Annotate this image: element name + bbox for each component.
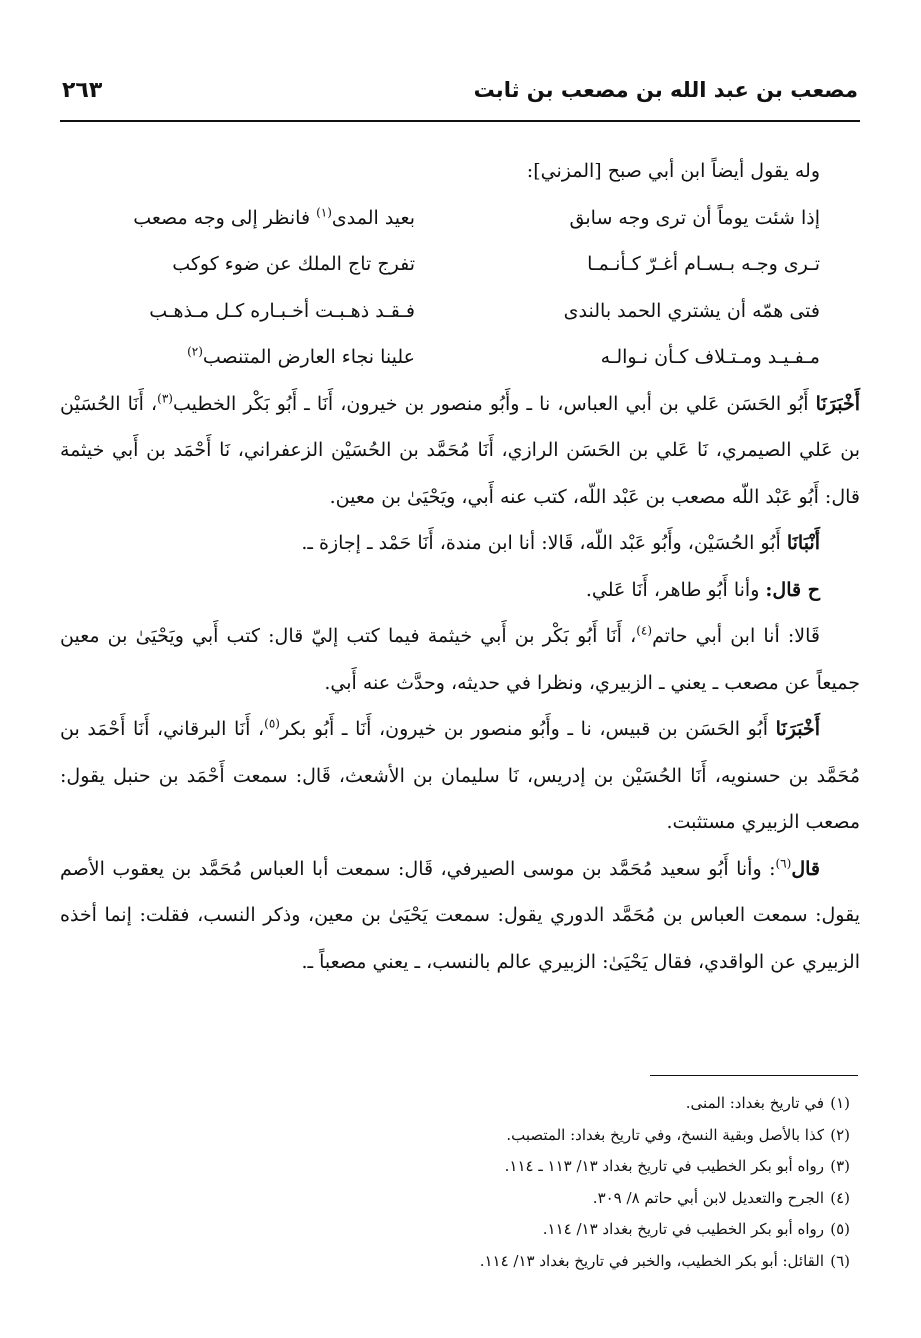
verse-line: [60, 334, 860, 381]
verse-line: [60, 195, 860, 242]
footnote-text: الجرح والتعديل لابن أبي حاتم ٨/ ٣٠٩.: [592, 1188, 824, 1207]
keyword: قال: [791, 857, 820, 880]
footnote-text: كذا بالأصل وبقية النسخ، وفي تاريخ بغداد: المتصبب.: [506, 1125, 824, 1144]
footnote: [60, 1088, 860, 1120]
header-title: مصعب بن عبد الله بن مصعب بن ثابت: [473, 78, 858, 102]
paragraph-text: أَبُو الحُسَيْن، وأَبُو عَبْد اللّه، قَالا: أنا ابن مندة، أَنَا حَمْد ـ إجازة ـ.: [301, 532, 787, 554]
verse-text: علينا نجاء العارض المتنصب: [202, 346, 415, 368]
verse-text: فانظر إلى وجه مصعب: [133, 206, 317, 229]
footnote-number: (٣): [830, 1157, 850, 1175]
page-number: ٢٦٣: [62, 78, 103, 103]
main-text: [60, 148, 860, 985]
footnote: [60, 1246, 860, 1278]
header-rule: [60, 120, 860, 122]
paragraph-4: [60, 613, 860, 706]
footnotes: [60, 1088, 860, 1277]
verse-first-hemistich: فتى همّه أن يشتري الحمد بالندى: [563, 299, 820, 322]
verse-first-hemistich: تـرى وجـه بـسـام أغـرّ كـأنـمـا: [587, 253, 820, 275]
verse-line: [60, 241, 860, 288]
running-header: [62, 78, 858, 114]
paragraph-text: ، أَنَا أَبُو بَكْر بن أَبي خيثمة فيما كتب إليّ قال: كتب أَبي ويَحْيَىٰ بن معين جميعاً عن مصعب ـ يعني ـ الزبيري، ونظرا في حديثه، وحدَّث عنه أَبي.: [60, 625, 860, 694]
footnote-number: (٥): [830, 1220, 850, 1238]
poem-intro: وله يقول أيضاً ابن أبي صبح [المزني]:: [526, 160, 820, 182]
paragraph-text: : وأنا أَبُو سعيد مُحَمَّد بن موسى الصيرفي، قَال: سمعت أبا العباس مُحَمَّد بن يعقوب الأصم يقول: سمعت العباس بن مُحَمَّد الدوري يقول: سمعت يَحْيَىٰ بن معين، وذكر النسب، فقلت: إنما أخذه الزبيري عن الواقدي، فقال يَحْيَىٰ: الزبيري عالم بالنسب، ـ يعني مصعباً ـ.: [60, 857, 860, 973]
keyword: ح قال:: [765, 578, 820, 601]
footnote-number: (١): [830, 1094, 850, 1112]
footnote: [60, 1120, 860, 1152]
paragraph-2: [60, 520, 860, 567]
footnote-text: رواه أبو بكر الخطيب في تاريخ بغداد ١٣/ ١١٤.: [542, 1220, 824, 1238]
footnote: [60, 1183, 860, 1215]
verse-second-hemistich: [60, 195, 460, 242]
keyword: أَخْبَرَنَا: [815, 392, 860, 415]
verse-text: بعيد المدى: [331, 206, 415, 229]
footnote-text: في تاريخ بغداد: المنى.: [685, 1094, 824, 1112]
paragraph-text: ، أَنَا البرقاني، أَنَا أَحْمَد بن مُحَمَّد بن حسنويه، أَنَا الحُسَيْن بن إدريس، نَا سليمان بن الأشعث، قَال: سمعت أَحْمَد بن حنبل يقول: مصعب الزبيري مستثبت.: [60, 718, 860, 833]
footnote-ref: (٢): [187, 344, 203, 359]
footnote-number: (٦): [830, 1251, 850, 1270]
footnote-ref: (١): [316, 205, 332, 220]
footnote-number: (٤): [830, 1188, 850, 1207]
verse-first-hemistich: إذا شئت يوماً أن ترى وجه سابق: [569, 206, 820, 229]
footnote-ref: (٦): [775, 856, 792, 871]
keyword: أَنْبَانَا: [786, 532, 820, 554]
paragraph-text: أَبُو الحَسَن بن قبيس، نا ـ وأَبُو منصور بن خيرون، أَنَا ـ أَبُو بكر: [279, 718, 776, 740]
paragraph-text: أَبُو الحَسَن عَلي بن أبي العباس، نا ـ وأَبُو منصور بن خيرون، أَنَا ـ أَبُو بَكْر الخطيب: [172, 392, 816, 415]
verse-second-hemistich: [60, 334, 460, 381]
paragraph-3: [60, 567, 860, 614]
footnote-ref: (٤): [636, 623, 653, 638]
verse-first-hemistich: مـفـيـد ومـتـلاف كـأن نـوالـه: [600, 346, 820, 368]
paragraph-text: قَالا: أنا ابن أبي حاتم: [652, 625, 820, 647]
paragraph-text: ، أَنَا الحُسَيْن بن عَلي الصيمري، نَا عَلي بن الحَسَن الرازي، أَنَا مُحَمَّد بن الحُسَيْن الزعفراني، نَا أَحْمَد بن أَبي خيثمة قال: أَبُو عَبْد اللّه مصعب بن عَبْد اللّه، كتب عنه أَبي، ويَحْيَىٰ بن معين.: [60, 392, 860, 508]
footnote-ref: (٥): [264, 716, 280, 731]
footnote-ref: (٣): [157, 391, 173, 406]
footnote: [60, 1214, 860, 1246]
paragraph-1: [60, 381, 860, 521]
verse-second-hemistich: تفرج تاج الملك عن ضوء كوكب: [172, 253, 415, 275]
footnote-text: القائل: أبو بكر الخطيب، والخبر في تاريخ بغداد ١٣/ ١١٤.: [479, 1251, 824, 1270]
paragraph-text: وأنا أَبُو طاهر، أَنَا عَلي.: [585, 578, 766, 601]
footnote-number: (٢): [830, 1125, 850, 1144]
paragraph-5: [60, 706, 860, 846]
keyword: أَخْبَرَنَا: [775, 718, 820, 740]
footnote-text: رواه أبو بكر الخطيب في تاريخ بغداد ١٣/ ١١٣ ـ ١١٤.: [504, 1157, 824, 1175]
verse-line: [60, 288, 860, 335]
footnote: [60, 1151, 860, 1183]
verse-second-hemistich: فـقـد ذهـبـت أخـبـاره كـل مـذهـب: [149, 299, 415, 322]
paragraph-6: [60, 846, 860, 986]
footnote-rule: [650, 1075, 858, 1076]
